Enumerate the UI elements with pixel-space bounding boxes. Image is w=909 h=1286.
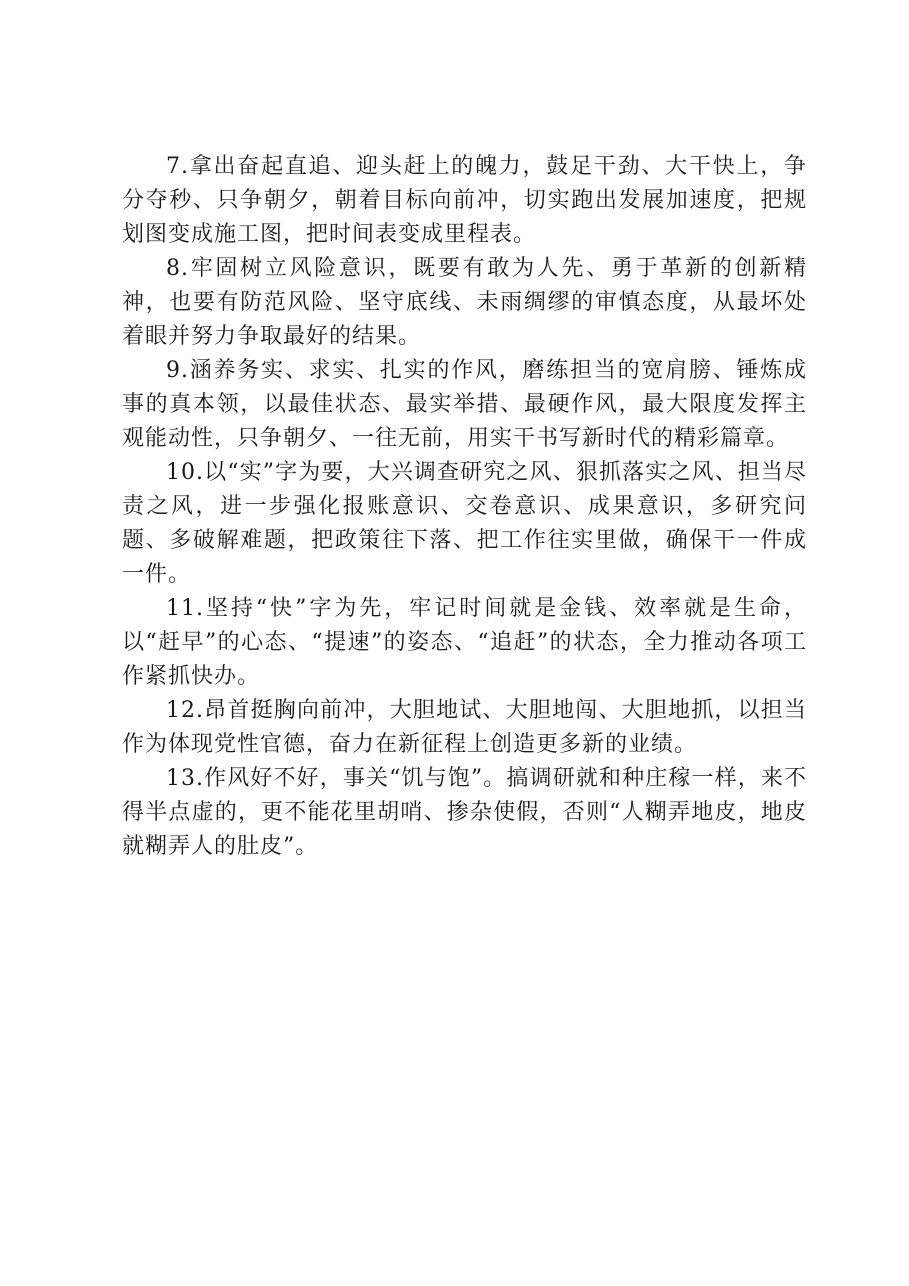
paragraph-10: 10.以“实”字为要，大兴调查研究之风、狠抓落实之风、担当尽责之风，进一步强化报账意识、交卷意识、成果意识，多研究问题、多破解难题，把政策往下落、把工作往实里做，确保干一件成一件。 <box>122 460 807 587</box>
paragraph-9: 9.涵养务实、求实、扎实的作风，磨练担当的宽肩膀、锤炼成事的真本领，以最佳状态、最实举措、最硬作风，最大限度发挥主观能动性，只争朝夕、一往无前，用实干书写新时代的精彩篇章。 <box>122 358 807 451</box>
paragraph-12: 12.昂首挺胸向前冲，大胆地试、大胆地闯、大胆地抓，以担当作为体现党性官德，奋力在新征程上创造更多新的业绩。 <box>122 698 807 757</box>
paragraph-7: 7.拿出奋起直追、迎头赶上的魄力，鼓足干劲、大干快上，争分夺秒、只争朝夕，朝着目标向前冲，切实跑出发展加速度，把规划图变成施工图，把时间表变成里程表。 <box>122 154 807 247</box>
paragraph-11: 11.坚持“快”字为先，牢记时间就是金钱、效率就是生命，以“赶早”的心态、“提速”的姿态、“追赶”的状态，全力推动各项工作紧抓快办。 <box>122 596 807 689</box>
paragraph-8: 8.牢固树立风险意识，既要有敢为人先、勇于革新的创新精神，也要有防范风险、坚守底线、未雨绸缪的审慎态度，从最坏处着眼并努力争取最好的结果。 <box>122 256 807 349</box>
document-page <box>122 150 807 864</box>
paragraph-13: 13.作风好不好，事关“饥与饱”。搞调研就和种庄稼一样，来不得半点虚的，更不能花里胡哨、掺杂使假，否则“人糊弄地皮，地皮就糊弄人的肚皮”。 <box>122 766 807 859</box>
